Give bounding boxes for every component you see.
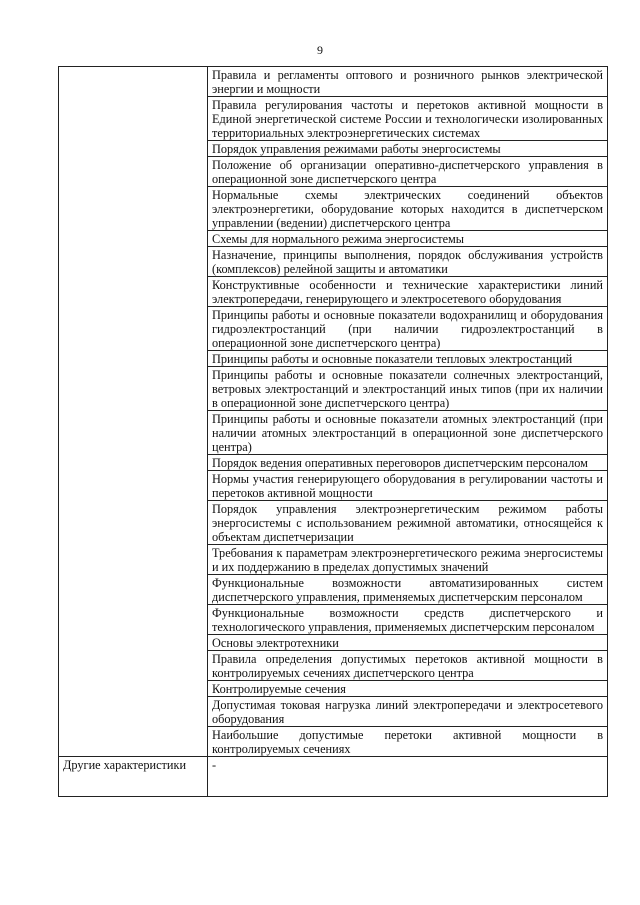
knowledge-item: Правила и регламенты оптового и розничного рынков электрической энергии и мощности [208,67,608,97]
knowledge-item: Принципы работы и основные показатели солнечных электростанций, ветровых электростанций и электростанций иных типов (при их наличии в операционной зоне диспетчерского центра) [208,367,608,411]
other-characteristics-row [59,757,608,797]
knowledge-item: Конструктивные особенности и технические характеристики линий электропередачи, генерирующего и электросетевого оборудования [208,277,608,307]
knowledge-item: Наибольшие допустимые перетоки активной мощности в контролируемых сечениях [208,727,608,757]
knowledge-item: Принципы работы и основные показатели водохранилищ и оборудования гидроэлектростанций (при наличии гидроэлектростанций в операционной зоне диспетчерского центра) [208,307,608,351]
knowledge-item: Принципы работы и основные показатели атомных электростанций (при наличии атомных электростанций в операционной зоне диспетчерского центра) [208,411,608,455]
knowledge-item: Нормы участия генерирующего оборудования в регулировании частоты и перетоков активной мощности [208,471,608,501]
knowledge-item: Правила регулирования частоты и перетоков активной мощности в Единой энергетической системе России и технологически изолированных территориальных электроэнергетических системах [208,97,608,141]
knowledge-item: Допустимая токовая нагрузка линий электропередачи и электросетевого оборудования [208,697,608,727]
requirements-table [58,66,608,797]
knowledge-item: Функциональные возможности средств диспетчерского и технологического управления, применяемых диспетчерским персоналом [208,605,608,635]
knowledge-item: Порядок управления режимами работы энергосистемы [208,141,608,157]
empty-left-cell [59,67,208,757]
table-row [59,67,608,97]
other-characteristics-value: - [208,757,608,797]
knowledge-item: Принципы работы и основные показатели тепловых электростанций [208,351,608,367]
knowledge-item: Порядок ведения оперативных переговоров диспетчерским персоналом [208,455,608,471]
knowledge-item: Контролируемые сечения [208,681,608,697]
knowledge-item: Функциональные возможности автоматизированных систем диспетчерского управления, применяемых диспетчерским персоналом [208,575,608,605]
knowledge-item: Требования к параметрам электроэнергетического режима энергосистемы и их поддержанию в пределах допустимых значений [208,545,608,575]
knowledge-item: Схемы для нормального режима энергосистемы [208,231,608,247]
knowledge-item: Положение об организации оперативно-диспетчерского управления в операционной зоне диспетчерского центра [208,157,608,187]
knowledge-item: Нормальные схемы электрических соединений объектов электроэнергетики, оборудование которых находится в диспетчерском управлении (ведении) диспетчерского центра [208,187,608,231]
knowledge-item: Порядок управления электроэнергетическим режимом работы энергосистемы с использованием режимной автоматики, относящейся к объектам диспетчеризации [208,501,608,545]
knowledge-item: Назначение, принципы выполнения, порядок обслуживания устройств (комплексов) релейной защиты и автоматики [208,247,608,277]
knowledge-item: Основы электротехники [208,635,608,651]
page-number: 9 [317,43,323,57]
knowledge-item: Правила определения допустимых перетоков активной мощности в контролируемых сечениях диспетчерского центра [208,651,608,681]
other-characteristics-label: Другие характеристики [59,757,208,797]
